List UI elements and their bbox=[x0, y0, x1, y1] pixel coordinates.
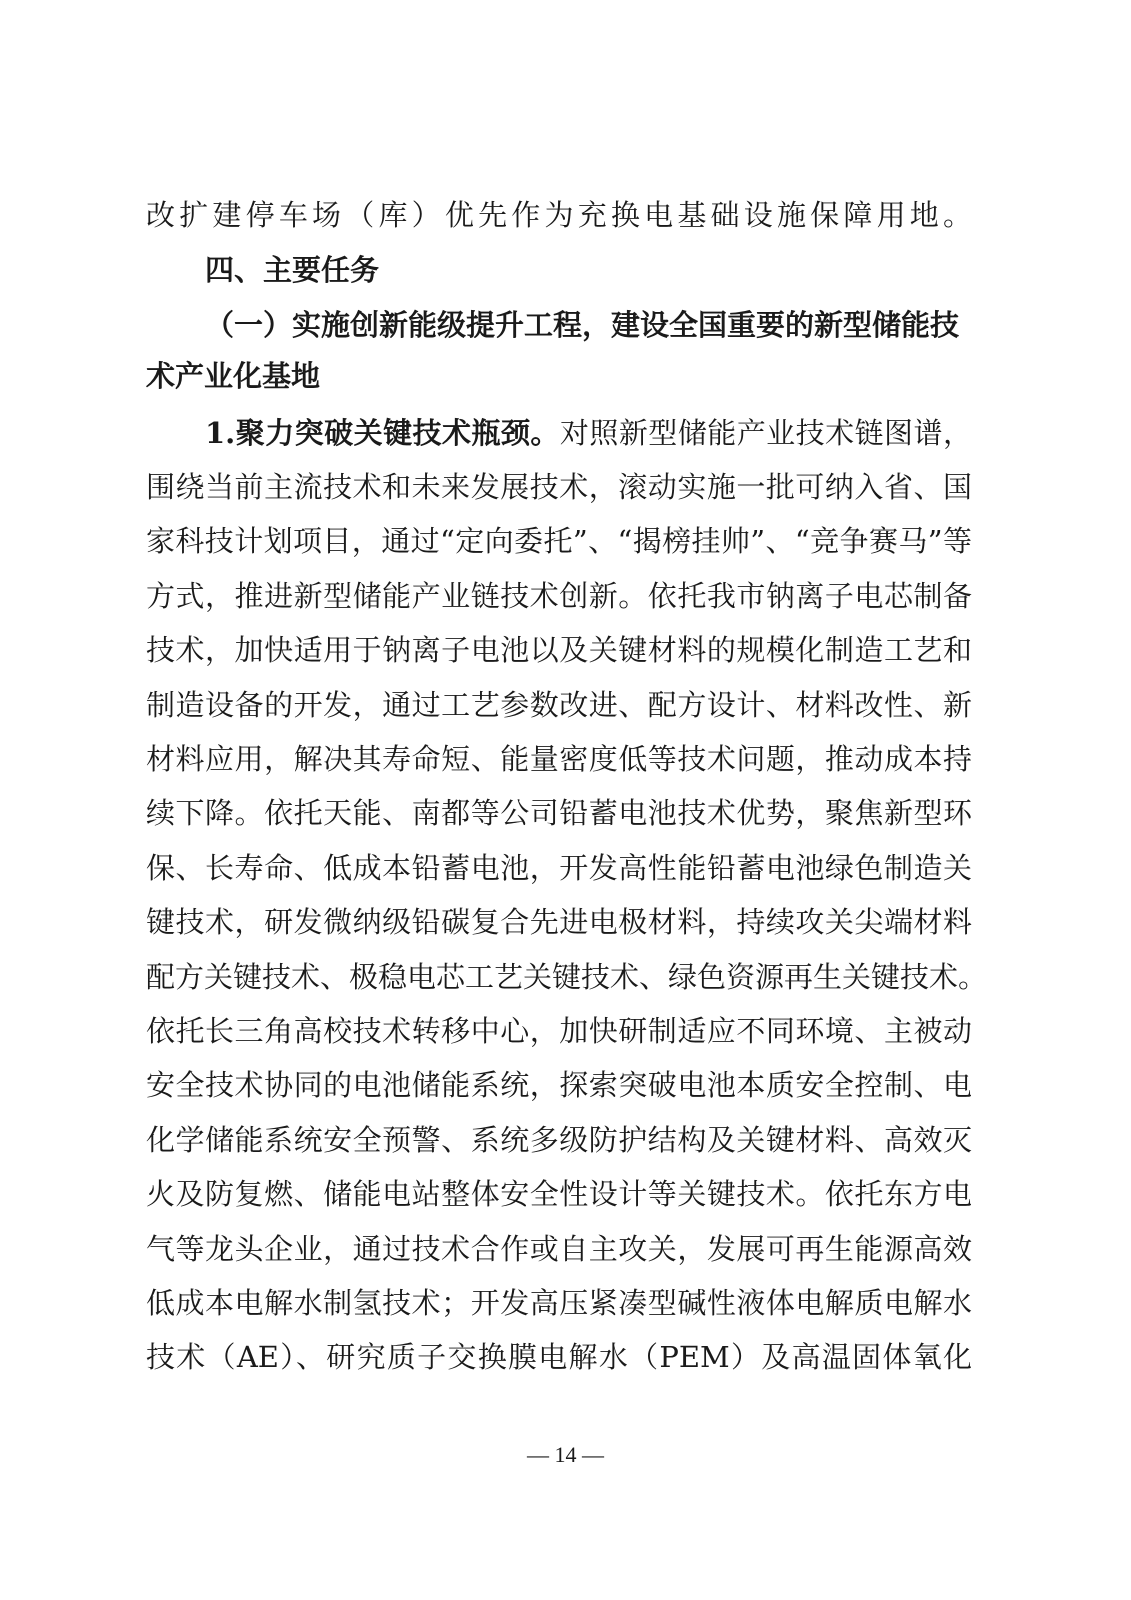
item1-body-line: 低成本电解水制氢技术；开发高压紧凑型碱性液体电解质电解水 bbox=[146, 1286, 972, 1320]
item1-body-line: 保、长寿命、低成本铅蓄电池，开发高性能铅蓄电池绿色制造关 bbox=[146, 851, 972, 885]
item1-body-line: 续下降。依托天能、南都等公司铅蓄电池技术优势，聚焦新型环 bbox=[146, 796, 972, 830]
item1-body-line: 安全技术协同的电池储能系统，探索突破电池本质安全控制、电 bbox=[146, 1068, 972, 1102]
item1-body-line: 技术，加快适用于钠离子电池以及关键材料的规模化制造工艺和 bbox=[146, 633, 972, 667]
item1-body-line: 材料应用，解决其寿命短、能量密度低等技术问题，推动成本持 bbox=[146, 742, 972, 776]
item1-body-line: 依托长三角高校技术转移中心，加快研制适应不同环境、主被动 bbox=[146, 1014, 972, 1048]
item1-first-line bbox=[205, 413, 972, 453]
item1-body-line: 化学储能系统安全预警、系统多级防护结构及关键材料、高效灭 bbox=[146, 1123, 972, 1157]
item1-body-line: 家科技计划项目，通过“定向委托”、“揭榜挂帅”、“竞争赛马”等 bbox=[146, 524, 972, 558]
item1-body-line: 技术（AE）、研究质子交换膜电解水（PEM）及高温固体氧化 bbox=[146, 1340, 972, 1374]
page-number: — 14 — bbox=[527, 1442, 604, 1467]
item1-body-line: 气等龙头企业，通过技术合作或自主攻关，发展可再生能源高效 bbox=[146, 1232, 972, 1266]
item1-body-line: 围绕当前主流技术和未来发展技术，滚动实施一批可纳入省、国 bbox=[146, 470, 972, 504]
item1-body-line: 配方关键技术、极稳电芯工艺关键技术、绿色资源再生关键技术。 bbox=[146, 960, 988, 994]
item1-body-line: 制造设备的开发，通过工艺参数改进、配方设计、材料改性、新 bbox=[146, 688, 972, 722]
item1-body-line: 键技术，研发微纳级铅碳复合先进电极材料，持续攻关尖端材料 bbox=[146, 905, 972, 939]
sub-heading-line1: （一）实施创新能级提升工程，建设全国重要的新型储能技 bbox=[205, 308, 960, 342]
intro-line: 改扩建停车场（库）优先作为充换电基础设施保障用地。 bbox=[146, 198, 972, 232]
item1-body-line: 方式，推进新型储能产业链技术创新。依托我市钠离子电芯制备 bbox=[146, 579, 972, 613]
item1-title: 1.聚力突破关键技术瓶颈。 bbox=[205, 416, 560, 450]
item1-body-line: 火及防复燃、储能电站整体安全性设计等关键技术。依托东方电 bbox=[146, 1177, 972, 1211]
section-heading: 四、主要任务 bbox=[205, 253, 380, 287]
sub-heading-line2: 术产业化基地 bbox=[146, 359, 321, 393]
item1-first-line-rest: 对照新型储能产业技术链图谱， bbox=[559, 416, 972, 450]
